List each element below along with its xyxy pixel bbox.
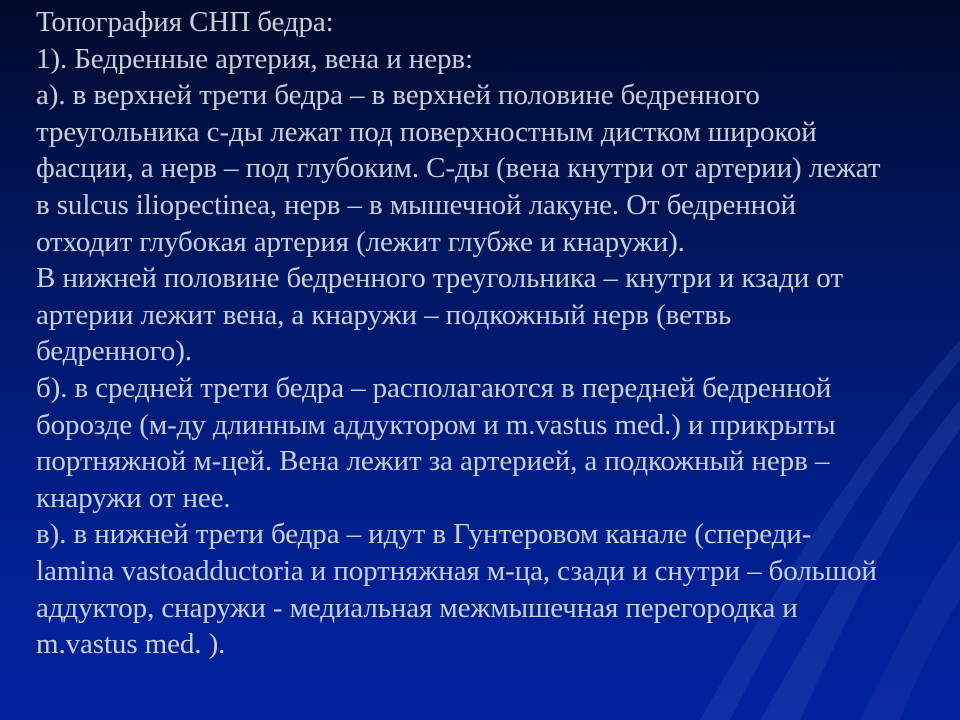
text-line: 1). Бедренные артерия, вена и нерв: bbox=[36, 42, 473, 75]
text-line: артерии лежит вена, а кнаружи – подкожный нерв (ветвь bbox=[36, 298, 732, 331]
text-line: m.vastus med. ). bbox=[36, 628, 226, 661]
text-line: В нижней половине бедренного треугольника – кнутри и кзади от bbox=[36, 262, 843, 295]
text-line: кнаружи от нее. bbox=[36, 481, 231, 514]
text-line: lamina vastoadductoria и портняжная м-ца, сзади и снутри – большой bbox=[36, 554, 877, 587]
text-line: портняжной м-цей. Вена лежит за артерией, а подкожный нерв – bbox=[36, 445, 830, 478]
text-line: в sulcus iliopectinea, нерв – в мышечной лакуне. От бедренной bbox=[36, 188, 796, 221]
text-line: треугольника с-ды лежат под поверхностным дистком широкой bbox=[36, 115, 817, 148]
text-line: б). в средней трети бедра – располагаются в передней бедренной bbox=[36, 371, 832, 404]
text-line: фасции, а нерв – под глубоким. С-ды (вена кнутри от артерии) лежат bbox=[36, 152, 881, 185]
text-line: а). в верхней трети бедра – в верхней половине бедренного bbox=[36, 79, 760, 112]
text-line: в). в нижней трети бедра – идут в Гунтеровом канале (спереди- bbox=[36, 518, 812, 551]
heading-line: Топография СНП бедра: bbox=[36, 6, 334, 38]
text-line: отходит глубокая артерия (лежит глубже и кнаружи). bbox=[36, 225, 685, 258]
text-line: аддуктор, снаружи - медиальная межмышечная перегородка и bbox=[36, 591, 798, 624]
text-line: бедренного). bbox=[36, 335, 192, 368]
slide-body-text bbox=[36, 4, 936, 663]
text-line: борозде (м-ду длинным аддуктором и m.vastus med.) и прикрыты bbox=[36, 408, 836, 441]
